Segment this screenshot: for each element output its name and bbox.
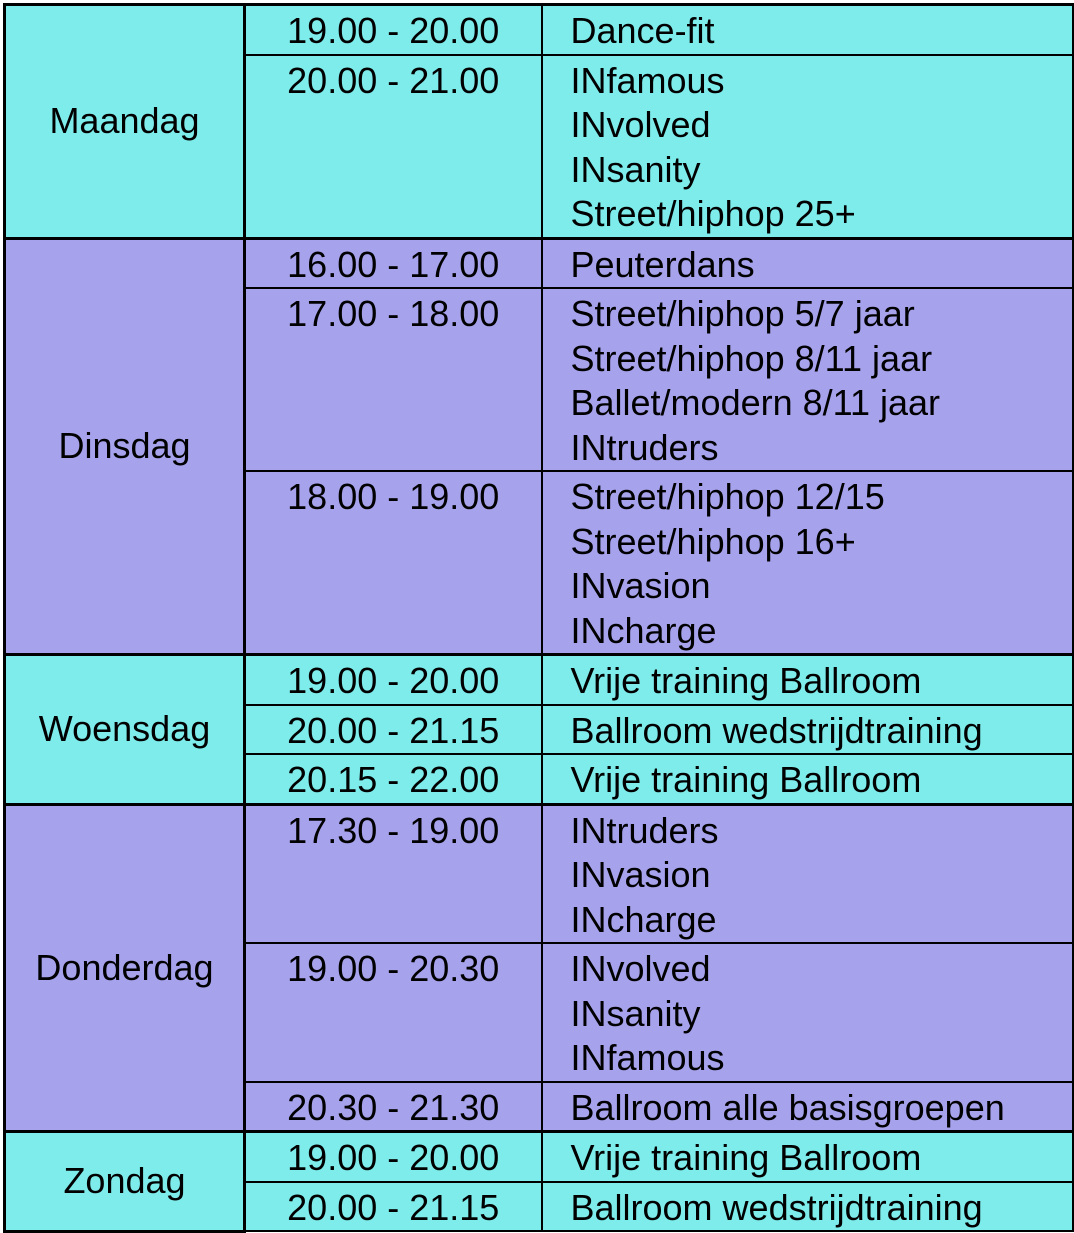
activity-name: Street/hiphop 5/7 jaar <box>570 293 915 334</box>
activity-cell <box>542 1082 1073 1132</box>
time-slot: 19.00 - 20.00 <box>245 655 542 705</box>
activity-name: INtruders <box>570 426 719 468</box>
activity-name: INsanity <box>570 992 701 1034</box>
activity-name: INcharge <box>570 609 717 651</box>
activity-cell <box>542 5 1073 55</box>
activity-cell <box>542 804 1073 943</box>
activity-name: INfamous <box>570 1037 725 1078</box>
schedule-row <box>5 5 1073 55</box>
schedule-table <box>3 3 1074 1233</box>
activity-name: Ballet/modern 8/11 jaar <box>570 382 941 423</box>
time-slot: 18.00 - 19.00 <box>245 471 542 655</box>
schedule-row <box>5 1132 1073 1182</box>
time-slot: 17.30 - 19.00 <box>245 804 542 943</box>
activity-name: Vrije training Ballroom <box>570 1137 922 1178</box>
day-label: Woensdag <box>5 655 245 805</box>
activity-name: Ballroom alle basisgroepen <box>570 1086 1005 1128</box>
activity-cell <box>542 1182 1073 1232</box>
time-slot: 20.30 - 21.30 <box>245 1082 542 1132</box>
schedule-body <box>5 5 1073 1232</box>
activity-cell <box>542 55 1073 239</box>
activity-name: INcharge <box>570 898 717 940</box>
time-slot: 20.00 - 21.15 <box>245 1182 542 1232</box>
time-slot: 19.00 - 20.00 <box>245 1132 542 1182</box>
activity-cell <box>542 288 1073 471</box>
time-slot: 17.00 - 18.00 <box>245 288 542 471</box>
activity-name: Street/hiphop 25+ <box>570 193 856 234</box>
activity-name: INsanity <box>570 148 701 190</box>
activity-name: Ballroom wedstrijdtraining <box>570 1186 983 1228</box>
activity-name: INtruders <box>570 809 719 851</box>
day-label: Zondag <box>5 1132 245 1232</box>
activity-cell <box>542 754 1073 804</box>
schedule-row <box>5 238 1073 288</box>
activity-cell <box>542 705 1073 755</box>
activity-name: INfamous <box>570 59 725 101</box>
activity-cell <box>542 655 1073 705</box>
schedule-row <box>5 804 1073 943</box>
time-slot: 19.00 - 20.00 <box>245 5 542 55</box>
activity-cell <box>542 238 1073 288</box>
activity-name: INvasion <box>570 854 711 895</box>
time-slot: 20.15 - 22.00 <box>245 754 542 804</box>
activity-cell <box>542 1132 1073 1182</box>
day-label: Maandag <box>5 5 245 239</box>
activity-name: Street/hiphop 8/11 jaar <box>570 337 933 379</box>
time-slot: 20.00 - 21.00 <box>245 55 542 239</box>
time-slot: 19.00 - 20.30 <box>245 943 542 1082</box>
time-slot: 20.00 - 21.15 <box>245 705 542 755</box>
schedule-row <box>5 655 1073 705</box>
activity-name: Vrije training Ballroom <box>570 660 922 701</box>
activity-name: Dance-fit <box>570 10 715 51</box>
activity-name: Peuterdans <box>570 243 755 285</box>
activity-name: INvolved <box>570 104 711 145</box>
day-label: Donderdag <box>5 804 245 1132</box>
day-label: Dinsdag <box>5 238 245 655</box>
activity-name: INvasion <box>570 565 711 606</box>
activity-cell <box>542 943 1073 1082</box>
activity-name: Ballroom wedstrijdtraining <box>570 709 983 751</box>
activity-name: Vrije training Ballroom <box>570 759 922 800</box>
activity-name: INvolved <box>570 948 711 989</box>
activity-cell <box>542 471 1073 655</box>
activity-name: Street/hiphop 12/15 <box>570 476 885 517</box>
activity-name: Street/hiphop 16+ <box>570 520 856 562</box>
time-slot: 16.00 - 17.00 <box>245 238 542 288</box>
